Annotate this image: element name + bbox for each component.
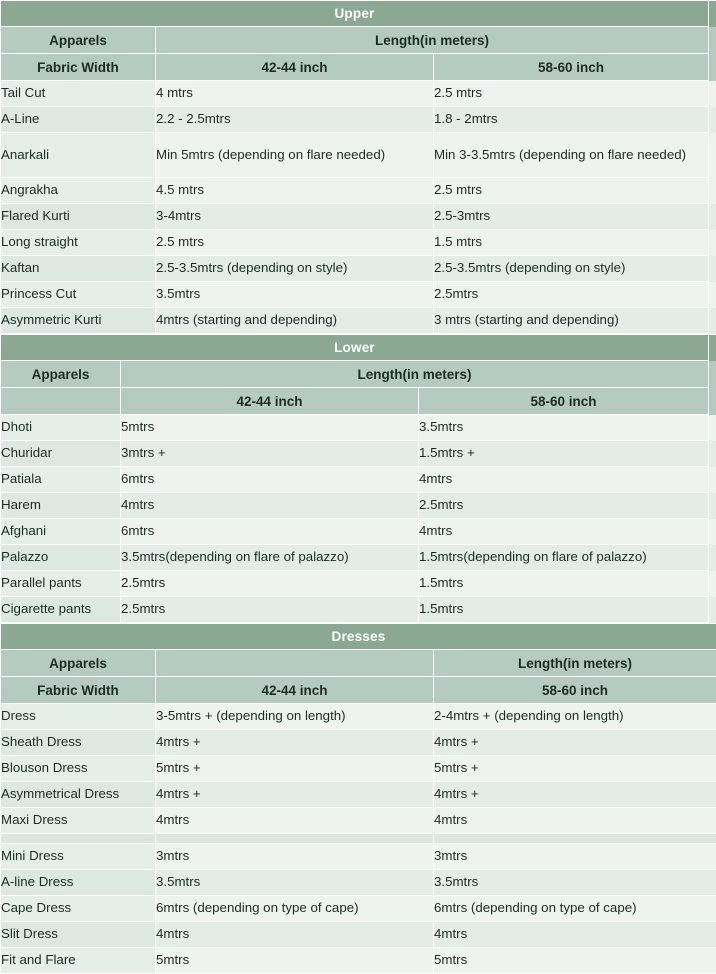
table-row xyxy=(1,844,716,870)
length-58-60: 3 mtrs (starting and depending) xyxy=(434,308,709,334)
apparel-name: Kaftan xyxy=(1,256,156,282)
apparel-name: Angrakha xyxy=(1,178,156,204)
apparel-name: Dress xyxy=(1,704,156,730)
section-banner-label: Upper xyxy=(1,1,709,27)
table-row xyxy=(1,415,716,441)
length-58-60: 5mtrs + xyxy=(434,756,716,782)
right-gutter xyxy=(709,388,716,415)
right-gutter xyxy=(709,1,716,27)
table-row xyxy=(1,133,716,178)
header-row-apparels-length xyxy=(1,650,716,677)
length-42-44: 2.5mtrs xyxy=(121,597,419,623)
apparel-name: Mini Dress xyxy=(1,844,156,870)
table-row xyxy=(1,782,716,808)
apparel-name: Parallel pants xyxy=(1,571,121,597)
length-42-44: 2.5mtrs xyxy=(121,571,419,597)
length-58-60: 4mtrs + xyxy=(434,730,716,756)
length-58-60: 1.5mtrs(depending on flare of palazzo) xyxy=(419,545,709,571)
table-row xyxy=(1,81,716,107)
length-42-44: 4mtrs xyxy=(121,493,419,519)
column-header-blank xyxy=(156,650,434,677)
section-banner-upper xyxy=(1,1,716,27)
length-42-44: 4mtrs + xyxy=(156,730,434,756)
right-gutter xyxy=(709,597,716,623)
apparel-name: Flared Kurti xyxy=(1,204,156,230)
table-row xyxy=(1,948,716,974)
apparel-name: Churidar xyxy=(1,441,121,467)
right-gutter xyxy=(709,519,716,545)
table-row xyxy=(1,282,716,308)
apparel-name: Dhoti xyxy=(1,415,121,441)
length-58-60: 2.5-3.5mtrs (depending on style) xyxy=(434,256,709,282)
header-row-sizes xyxy=(1,388,716,415)
table-row xyxy=(1,441,716,467)
right-gutter xyxy=(709,545,716,571)
length-42-44: 6mtrs xyxy=(121,519,419,545)
length-58-60: 1.5 mtrs xyxy=(434,230,709,256)
section-banner-dresses xyxy=(1,624,716,650)
section-banner-lower xyxy=(1,335,716,361)
length-58-60: 2.5mtrs xyxy=(419,493,709,519)
length-42-44: 2.2 - 2.5mtrs xyxy=(156,107,434,133)
table-row xyxy=(1,519,716,545)
length-58-60: 2.5 mtrs xyxy=(434,178,709,204)
column-header-size-58-60: 58-60 inch xyxy=(434,54,709,81)
right-gutter xyxy=(709,467,716,493)
length-58-60: 1.5mtrs xyxy=(419,597,709,623)
row-divider xyxy=(1,834,716,844)
apparel-name: Long straight xyxy=(1,230,156,256)
length-42-44: 3mtrs + xyxy=(121,441,419,467)
column-header-length: Length(in meters) xyxy=(121,361,709,388)
table-row xyxy=(1,107,716,133)
table-row xyxy=(1,922,716,948)
length-58-60: 2.5 mtrs xyxy=(434,81,709,107)
length-42-44: 4.5 mtrs xyxy=(156,178,434,204)
length-58-60: 3.5mtrs xyxy=(434,870,716,896)
table-row xyxy=(1,571,716,597)
apparel-name: Blouson Dress xyxy=(1,756,156,782)
apparel-name: Fit and Flare xyxy=(1,948,156,974)
right-gutter xyxy=(709,361,716,388)
section-banner-label: Lower xyxy=(1,335,709,361)
right-gutter xyxy=(709,27,716,54)
apparel-name: Asymmetrical Dress xyxy=(1,782,156,808)
table-row xyxy=(1,230,716,256)
apparel-name: Patiala xyxy=(1,467,121,493)
length-42-44: 2.5-3.5mtrs (depending on style) xyxy=(156,256,434,282)
table-row xyxy=(1,730,716,756)
length-58-60: 6mtrs (depending on type of cape) xyxy=(434,896,716,922)
table-row xyxy=(1,756,716,782)
length-58-60: 5mtrs xyxy=(434,948,716,974)
column-header-fabric-width: Fabric Width xyxy=(1,54,156,81)
right-gutter xyxy=(709,230,716,256)
length-58-60: 4mtrs xyxy=(419,519,709,545)
section-lower-table xyxy=(0,334,716,623)
length-58-60: 4mtrs xyxy=(434,922,716,948)
length-42-44: Min 5mtrs (depending on flare needed) xyxy=(156,133,434,178)
column-header-size-42-44: 42-44 inch xyxy=(156,54,434,81)
right-gutter xyxy=(709,308,716,334)
right-gutter xyxy=(709,107,716,133)
length-42-44: 3.5mtrs(depending on flare of palazzo) xyxy=(121,545,419,571)
length-42-44: 5mtrs + xyxy=(156,756,434,782)
length-42-44: 3-4mtrs xyxy=(156,204,434,230)
header-row-apparels-length xyxy=(1,361,716,388)
apparel-name: Anarkali xyxy=(1,133,156,178)
table-row xyxy=(1,204,716,230)
right-gutter xyxy=(709,178,716,204)
table-row xyxy=(1,493,716,519)
column-header-size-42-44: 42-44 inch xyxy=(121,388,419,415)
section-dresses-table xyxy=(0,623,716,974)
length-42-44: 5mtrs xyxy=(156,948,434,974)
table-row xyxy=(1,597,716,623)
section-upper-table xyxy=(0,0,716,334)
column-header-apparels: Apparels xyxy=(1,361,121,388)
right-gutter xyxy=(709,54,716,81)
length-42-44: 5mtrs xyxy=(121,415,419,441)
table-row xyxy=(1,808,716,834)
length-42-44: 4mtrs + xyxy=(156,782,434,808)
length-58-60: 3.5mtrs xyxy=(419,415,709,441)
apparel-name: Cigarette pants xyxy=(1,597,121,623)
length-58-60: Min 3-3.5mtrs (depending on flare needed) xyxy=(434,133,709,178)
right-gutter xyxy=(709,571,716,597)
header-row-fabric-width xyxy=(1,677,716,704)
header-row-fabric-width xyxy=(1,54,716,81)
header-row-apparels-length xyxy=(1,27,716,54)
right-gutter xyxy=(709,81,716,107)
table-row xyxy=(1,870,716,896)
column-header-size-58-60: 58-60 inch xyxy=(419,388,709,415)
length-42-44: 3mtrs xyxy=(156,844,434,870)
column-header-length: Length(in meters) xyxy=(434,650,716,677)
length-42-44: 3-5mtrs + (depending on length) xyxy=(156,704,434,730)
length-58-60: 1.5mtrs xyxy=(419,571,709,597)
column-header-length: Length(in meters) xyxy=(156,27,709,54)
table-row xyxy=(1,467,716,493)
column-header-size-42-44: 42-44 inch xyxy=(156,677,434,704)
apparel-name: Palazzo xyxy=(1,545,121,571)
length-58-60: 3mtrs xyxy=(434,844,716,870)
apparel-name: Slit Dress xyxy=(1,922,156,948)
length-42-44: 6mtrs xyxy=(121,467,419,493)
length-58-60: 4mtrs xyxy=(419,467,709,493)
apparel-name: Afghani xyxy=(1,519,121,545)
table-row xyxy=(1,178,716,204)
apparel-name: Sheath Dress xyxy=(1,730,156,756)
table-row xyxy=(1,896,716,922)
apparel-name: Tail Cut xyxy=(1,81,156,107)
column-header-size-58-60: 58-60 inch xyxy=(434,677,716,704)
length-42-44: 6mtrs (depending on type of cape) xyxy=(156,896,434,922)
length-58-60: 4mtrs + xyxy=(434,782,716,808)
section-banner-label: Dresses xyxy=(1,624,716,650)
apparel-name: Harem xyxy=(1,493,121,519)
right-gutter xyxy=(709,335,716,361)
right-gutter xyxy=(709,441,716,467)
column-header-fabric-width xyxy=(1,388,121,415)
table-row xyxy=(1,256,716,282)
length-42-44: 3.5mtrs xyxy=(156,282,434,308)
right-gutter xyxy=(709,204,716,230)
length-42-44: 4mtrs (starting and depending) xyxy=(156,308,434,334)
length-58-60: 2.5-3mtrs xyxy=(434,204,709,230)
apparel-name: Cape Dress xyxy=(1,896,156,922)
table-row xyxy=(1,704,716,730)
right-gutter xyxy=(709,133,716,178)
apparel-name: A-Line xyxy=(1,107,156,133)
table-row xyxy=(1,308,716,334)
table-row xyxy=(1,545,716,571)
length-58-60: 2.5mtrs xyxy=(434,282,709,308)
apparel-name: Princess Cut xyxy=(1,282,156,308)
column-header-apparels: Apparels xyxy=(1,650,156,677)
apparel-name: Maxi Dress xyxy=(1,808,156,834)
length-58-60: 1.5mtrs + xyxy=(419,441,709,467)
column-header-fabric-width: Fabric Width xyxy=(1,677,156,704)
length-58-60: 4mtrs xyxy=(434,808,716,834)
right-gutter xyxy=(709,493,716,519)
length-58-60: 2-4mtrs + (depending on length) xyxy=(434,704,716,730)
right-gutter xyxy=(709,415,716,441)
length-58-60: 1.8 - 2mtrs xyxy=(434,107,709,133)
apparel-name: Asymmetric Kurti xyxy=(1,308,156,334)
length-42-44: 2.5 mtrs xyxy=(156,230,434,256)
length-42-44: 4 mtrs xyxy=(156,81,434,107)
length-42-44: 4mtrs xyxy=(156,922,434,948)
column-header-apparels: Apparels xyxy=(1,27,156,54)
right-gutter xyxy=(709,282,716,308)
apparel-name: A-line Dress xyxy=(1,870,156,896)
length-42-44: 4mtrs xyxy=(156,808,434,834)
length-42-44: 3.5mtrs xyxy=(156,870,434,896)
right-gutter xyxy=(709,256,716,282)
